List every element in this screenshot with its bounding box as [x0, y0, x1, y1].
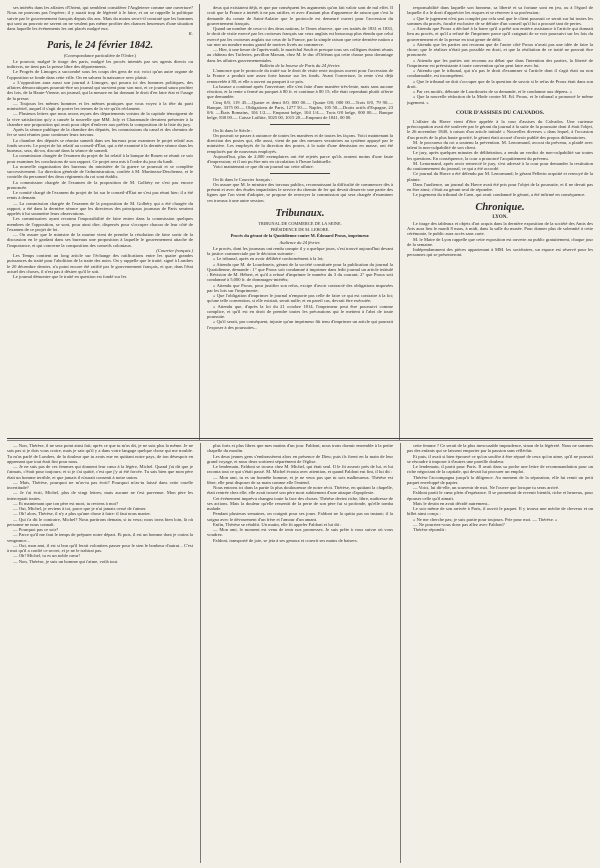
feuilleton-paragraph: Le soir même de son arrivée à Paris, il ouvrit le paquet. Il y trouva une mèche de cheveux et un billet ainsi conçu :: [407, 506, 593, 517]
feuilleton-paragraph: — Mon ami, le moment est venu de tenir nos promesses. Je suis prête à vous suivre où vous voudrez.: [207, 527, 393, 538]
feuilleton-column-1: [7, 443, 193, 863]
feuilleton-paragraph: — Mais, Thérèse, pourquoi ne m'as-tu pas écrit? Pourquoi m'as-tu laissé dans cette cruelle incertitude?: [7, 479, 193, 490]
feuilleton-separator: [7, 438, 593, 439]
article-paragraph: Après la séance publique de la chambre des députés, les commissions du canal et des chemins de fer se sont réunies pour continuer leurs travaux.: [7, 127, 193, 138]
feuilleton-paragraph: — Non, Thérèse, il ne sera point ainsi fait; après ce que tu m'as dit, je ne suis plus la même. Je ne sais pas si je dois vous croire, mais je sais qu'il y a dans votre langage quelque chose qui me trouble. Tu m'as parlé de Londres, de la douleur que tu avais eue en quittant notre pays, de ton désespoir en apprenant que tout était fini pour nous.: [7, 443, 193, 464]
audience-date: Audience du 24 février.: [279, 239, 321, 245]
feuilleton-paragraph: — Oh! Michel, tu es un noble cœur!: [13, 553, 80, 559]
lead-paragraph: ses intérêts dans les affaires d'Orient, qui semblent considérer l'Angleterre comme une ouverture? Nous ne pouvons pas l'espérer; il y aurait trop de légèreté à le faire, et on se rappelle la politique suivie par le gouvernement français depuis dix ans. Mais du moins sera-t-il constaté que les hommes qui sont au pouvoir ne savent on ne veulent pas même profiter des chances heureuses d'une situation dans laquelle les événements les ont placés malgré eux.: [7, 5, 193, 31]
article-paragraph: La commission chargée de l'examen de la proposition de M. Golbéry ne s'est pas encore prononcée.: [7, 179, 193, 190]
feuilleton-paragraph: Cet événement imprévu changea toute la face des choses. Thérèse devint riche, libre, maîtresse de ses actions. Mais la douleur qu'elle ressentit de la perte de son père fut si profonde, qu'elle tomba malade.: [207, 495, 393, 511]
case-title: Procès du gérant de la Quotidienne contre M. Édouard Proux, imprimeur.: [230, 233, 370, 239]
feuilleton-paragraph: Enfin, Thérèse se rétablit. Un matin, elle fit appeler Faldoni et lui dit :: [213, 521, 342, 527]
article-paragraph: Le procès, dont les journaux ont rendu compte il y a quelque jours, s'est trouvé aujourd'hui devant la justice commerciale par le décision suivante :: [207, 245, 393, 256]
feuilleton-paragraph: — Qui t'a dit le contraire, Michel? Nous partirons demain, si tu veux; nous irons bien loin, là où personne ne nous connaît.: [7, 516, 193, 527]
feuilleton-paragraph: Les deux jeunes gens s'embrassèrent alors en présence de Dieu; puis ils firent en la main de leur grand voyage, et nous deux sortirent séparément de l'église.: [207, 453, 393, 464]
section-divider: [270, 124, 330, 125]
feuilleton-paragraph: Faldoni, transporté de joie, se jeta à ses genoux et couvrit ses mains de baisers.: [213, 537, 358, 543]
article-paragraph: « Attendu que le tribunal, qui n'a pas le droit d'examiner si l'article dont il s'agit était ou non condamnable, est incompétent.: [407, 68, 593, 79]
article-paragraph: « Qu'il serait, par conséquent, injuste qu'un imprimeur fût tenu d'imprimer un article qui pourrait l'exposer à des poursuites...: [207, 319, 393, 330]
article-paragraph: L'annonce que le protocole du traité sur le droit de visite reste toujours ouvert pour l'accession de la France a produit une assez forte hausse sur les fonds. Avant l'ouverture, la rente s'est déjà renouvelée à 80, et elle a ouvert au parquet à ce prix.: [207, 68, 393, 84]
column-3: [407, 5, 593, 437]
article-paragraph: Le comité chargé de l'examen du projet de loi sur le conseil-d'État ne s'est pas réuni hier; il a été remis à demain.: [7, 190, 193, 201]
article-paragraph: On assure que M. le ministre des travaux publics, reconnaissant la difficulté de commencer dès à présent et avec des études imparfaites le service du chemin de fer qui devait desservir une partie des lignes que l'on vient d'adopter, se propose de renvoyer la commission qui sera chargée d'examiner ces travaux à une autre session.: [207, 181, 393, 203]
article-paragraph: « Attendu que M. de Lourdoueix, gérant de la société constituée pour la publication du journal la Quotidienne, demande : 1° que Proux soit condamné à imprimer dans ledit journal un article intitulé : Révision de M. Hébert, et qu'il a refusé d'imprimer le numéro du 3 du courant; 2° que Proux soit condamné à 5,000 fr. de dommages-intérêts;: [207, 261, 393, 283]
article-paragraph: L'affaire du Havre vient d'être appelée à la cour d'assises du Calvados. Une curieuse préoccupation avait été soulevée par le gérant du journal à la suite de la poursuite dont il était l'objet, le 26 novembre 1840, à raison d'un article intitulé « Nouvelles diverses » dans lequel, à l'occasion d'un procès de la plus haute gravité, le gérant était accusé d'avoir publié des propos diffamatoires.: [407, 118, 593, 140]
article-paragraph: Les commissaires ayant reconnu l'impossibilité de faire entrer dans la commission quelques membres de l'opposition, se sont, pour ainsi dire, dispersés pour s'occuper chacun de leur côté de l'examen de ce projet de loi.: [7, 216, 193, 232]
dateline-title: Paris, le 24 février 1842.: [46, 39, 154, 51]
feuilleton-paragraph: — Ne pourriez-vous donc pas allez avec Faldoni?: [413, 521, 505, 527]
article-paragraph: « Que la nouvelle rédaction de la Mode contre M. Ed. Proux, et le tribunal a prononcé le même jugement. »: [407, 94, 593, 105]
article-paragraph: « Que le jugement n'est pas complet par cela seul que le client poursuit ce serait sur lui toutes les sommes du procès, faculté exclusive de se défaire d'un conseil qu'il lui a procuré tant de pertes.: [407, 15, 593, 26]
article-paragraph: Le jugement du tribunal de Caen, qui avait condamné le gérant, a été infirmé en conséquence.: [413, 192, 586, 198]
feuilleton-paragraph: Le lendemain, Faldoni se trouva chez M. Michel, qui était seul. Il le fit asseoir près de lui, et lui raconta tout ce qui s'était passé. M. Michel écouta avec attention, et quand Faldoni eut fini, il lui dit :: [207, 464, 393, 475]
article-paragraph: « Le tribunal, après en avoir délibéré conformément à la loi;: [213, 256, 324, 262]
article-paragraph: « Attendu que Proux a déclaré à la barre qu'il a prêté son entière assistance à l'article qui donnait lieu au procès, et qu'il a refusé de l'imprimer parce qu'il craignait de se voir poursuivi sur les lois du gouvernement et de la presse en tout genre de délit.: [407, 26, 593, 42]
article-paragraph: M. le procureur du roi a soutenu la prévention. M. Lenormand, avocat du prévenu, a plaidé avec talent la non-culpabilité de son client.: [407, 139, 593, 150]
article-paragraph: — On assure que le ministre de la marine vient de prendre la résolution de faire sortir de la discussion en le gardant dans ses bureaux une proposition à laquelle le gouvernement attache de l'importance, et qui concerne la composition des conseils coloniaux.: [7, 232, 193, 248]
article-paragraph: « Que le tribunal ne doit s'occuper que de la question de savoir si le refus de Proux était dans son droit.: [407, 78, 593, 89]
dateline-subtitle: (Correspondance particulière de l'Ordre.): [63, 52, 137, 58]
lit-intro: On lit dans le Siècle :: [213, 127, 253, 133]
assises-title: COUR D'ASSISES DU CALVADOS.: [455, 109, 545, 116]
column-divider-right: [399, 4, 400, 440]
article-paragraph: La commission chargée de l'examen du projet de loi relatif à la banque de Rouen se réunit ce soir pour examiner les conclusions de son rapport. Ce projet sera mis à l'ordre du jour du lundi.: [7, 153, 193, 164]
article-paragraph: « Par ces motifs, déboute de Lourdoueix de sa demande, et le condamne aux dépens. »: [413, 89, 572, 94]
article-paragraph: La nouvelle organisation des bureaux du ministère de la guerre se poursuit et se complète successivement. La direction générale de l'administration, confiée à M. Martineau-Deschenez, et le contrôle du personnel des deux régiments du roi sont établis.: [7, 163, 193, 180]
article-paragraph: Voici maintenant ce que dit un journal sur cette affaire.: [213, 164, 314, 170]
source-attribution: (Courrier français.): [156, 247, 193, 253]
feuilleton-paragraph: — Oh! alors, Thérèse, il n'y a plus qu'une chose à faire: il faut nous marier.: [13, 511, 151, 517]
feuilleton-divider-right: [400, 443, 401, 863]
article-paragraph: — Toujours les mêmes hommes et les mêmes pratiques que vous voyez à la tête du parti ministériel, auquel il s'agit de porter les termes de la vie qu'ils réclament.: [7, 100, 193, 111]
feuilleton-paragraph: — Oui, Michel, je reviens à toi, parce que je n'ai jamais cessé de t'aimer.: [13, 506, 147, 511]
article-paragraph: La hausse a continué après l'ouverture; elle s'est faite d'une manière très-lente, mais sans aucune réaction, et la rente a fermé au parquet à 80 fr. et continue à 80 15; elle était cependant plutôt offerte que demandée.: [207, 83, 393, 100]
column-2: [207, 5, 393, 437]
feuilleton-divider-left: [200, 443, 201, 863]
feuilleton-paragraph: Thérèse l'accompagna jusqu'à la diligence. Au moment de la séparation, elle lui remit un petit paquet enveloppé de papier.: [407, 474, 593, 485]
article-paragraph: Le tirage des tableaux et objets d'art acquis dans la dernière exposition de la société des Amis des Arts aura lieu le mardi 8 mars, à midi, dans la salle du musée. Pour donner plus de solennité à cette cérémonie, le public aura accès sans carte.: [407, 220, 593, 237]
article-paragraph: La chambre des députés se réunira samedi dans ses bureaux pour examiner le projet relatif aux fonds secrets. Le projet de loi relatif au conseil-d'État, qui a été examiné à la dernière séance dans les bureaux, sera, dit-on, discuté dans la séance de samedi.: [7, 137, 193, 153]
article-paragraph: « Attendu que les parties ont reconnu que de l'autre côté Proux n'avait pas une idée de faire la chose; que le réaliser n'était pas possible en droit, et que la résiliation de ce traité ne pouvait être prononcée.: [407, 41, 593, 58]
bourse-quotes: Cinq 0/0, 119 45.—Quatre et demi 0/0, 000 00.— Quatre 0/0, 000 00.—Trois 0/0, 79 90.— Banque, 3375 00.— Obligations de Paris, 1277 50.— Naples, 105 50.—Droits actifs d'Espagne, 23 0/6. —États Romains, 104 1/2.— Emprunt belge, 104 1/4.— Trois 0/0 belge, 000 00.— Banque belge, 830 00.— Caisse Laffitte, 5025 00, 1015 20.—Emprunt de 1841, 00 00.: [207, 99, 393, 121]
feuilleton-paragraph: Et puis, il avait si bien éprouvé ce qu'on souffre à être séparé de ceux qu'on aime, qu'il ne pouvait se résoudre à imposer à d'autres une pareille douleur.: [407, 453, 593, 464]
feuilleton-paragraph: Mais le destin en avait décidé autrement...: [413, 500, 491, 506]
feuilleton-separator-thin: [7, 440, 593, 441]
column-1: [7, 5, 193, 437]
feuilleton-paragraph: Thérèse répondit :: [413, 527, 447, 532]
article-paragraph: Ce journal du Havre a été défendu par M. Lenormand; le gérant Pellerin acquitté et renvoyé de la plainte.: [407, 171, 593, 182]
article-paragraph: Quand un nombre de ceux-ci des deux nations, le Times observe, que ces traités de 1831 et 1833, le droit de visite exercé par les croiseurs français sur ceux anglais est beaucoup plus étendu que celui exercé par les croiseurs anglais sur ceux de la France, par la simple raison que cette dernière nation a sur mer un nombre moins grand de navires livrés au commerce.: [207, 26, 393, 47]
lit-intro: On lit dans le Courrier français :: [213, 176, 273, 182]
feuilleton-paragraph: — Je ne suis pas de ces femmes qui donnent leur cœur à la légère, Michel. Quand j'ai dit que je t'aimais, c'était pour toujours; et si je t'ai quitté, c'est que j'y ai été forcée. Tu sais bien que mon père était un homme terrible, et que jamais il n'aurait consenti à notre union.: [7, 464, 193, 480]
feuilleton-paragraph: Le lendemain, il partit pour Paris. Il avait dans sa poche une lettre de recommandation pour un riche négociant de la capitale, qui devait lui procurer un emploi.: [407, 464, 593, 475]
article-paragraph: « Attendu que les parties ont reconnu au débat que dans l'intention des parties, la liberté de l'imprimeur est préexistante à toute convention qu'on peut faire avec lui.: [407, 57, 593, 68]
article-paragraph: « L'opposition aura aussi son journal à Limoges, qui pourra ici des hommes politiques, des affaires démocratiques pourrait-être un journal qui survient pour son mot, et ce journal saura profiter des lois, de la Haute-Vienne, un journal, qui la mesure en lui donnant le droit d'en faire état et l'usage de la presse.: [7, 79, 193, 101]
chronique-title: Chronique.: [475, 201, 525, 213]
article-paragraph: M. le Maire de Lyon rappelle que cette exposition est ouverte au public gratuitement, chaque jour de la semaine.: [407, 236, 593, 247]
article-paragraph: Dans l'audience, un journal du Havre avait été pris pour l'objet de la poursuite, et il ne devait pas en être ainsi; c'était au gérant seul de répondre.: [407, 181, 593, 192]
article-paragraph: — Hier, à une heure de l'après-midi, le maréchal Soult et presque tous ses collègues étaient réunis au château des Tuileries, pavillon Marsan, chez M. le duc d'Orléans qui cette chasse pour davantage dans les affaires gouvernementales.: [207, 47, 393, 63]
feuilleton-paragraph: — Je t'ai écrit, Michel, plus de vingt lettres; mais aucune ne t'est parvenue. Mon père les interceptait toutes.: [7, 490, 193, 501]
article-paragraph: Le jury, après quelques minutes de délibération, a rendu un verdict de non-culpabilité sur toutes les questions. En conséquence, la cour a prononcé l'acquittement du prévenu.: [407, 150, 593, 161]
article-paragraph: — Plusieurs lettres que nous avons reçues des départements voisins de la capitale témoignent de la vive satisfaction qu'y a causée la nouvelle que MM. Joly et Charamaule devaient présenter à la chambre une proposition qui avait pour objet d'enlever aux préfets la composition de la liste du jury.: [7, 111, 193, 127]
feuilleton-paragraph: — Mon ami, tu es un honnête homme, et je ne veux pas que tu sois malheureux. Thérèse est libre; elle peut disposer de sa main comme elle l'entend.: [207, 474, 393, 485]
article-paragraph: Aujourd'hui, plus de 2,000 exemplaires ont été rejetés parce qu'ils avaient moins d'une faute d'impression; et il ont pu être mis en circulation à l'heure habituelle.: [207, 153, 393, 164]
feuilleton-paragraph: « Ne me cherche pas; je suis partie pour toujours. Prie pour moi. — Thérèse. »: [413, 516, 558, 522]
lyon-subtitle: LYON.: [492, 214, 508, 220]
feuilleton-paragraph: — Voici, lui dit-elle, un souvenir de moi. Ne l'ouvre que lorsque tu seras arrivé.: [413, 485, 560, 490]
article-paragraph: Indépendamment des pièces appartenant à MM. les sociétaires, un espace est réservé pour les personnes qui se présenteront.: [407, 247, 593, 258]
article-paragraph: responsabilité dans laquelle son honneur, sa liberté et sa fortune sont en jeu, ou à l'égard de laquelle il a le droit d'apprécier les risques et se réserver à sa profession;: [407, 5, 593, 16]
article-paragraph: Les Temps contient un long article sur l'échange des ratifications entre les quatre grandes puissances du traité pour l'abolition de la traite des noirs. On y rappelle que le traité, signé à Londres le 20 décembre dernier, n'a point encore été ratifié par le gouvernement français, et que, dans l'état actuel des choses, il n'est pas à désirer qu'il le soit.: [7, 253, 193, 274]
article-paragraph: « Attendu que Proux, pour justifier son refus, excipe d'avoir contracté des obligations imposées par les lois sur l'imprimerie;: [207, 282, 393, 293]
feuilleton-paragraph: Nous entrons ici dans la partie la plus douloureuse de notre récit. Thérèse, en quittant la chapelle, était rentrée chez elle; elle avait trouvé son père mort subitement d'une attaque d'apoplexie.: [207, 485, 393, 496]
feuilleton-paragraph: Pendant plusieurs semaines, on craignit pour ses jours. Faldoni ne la quitta pas un instant; il la soigna avec le dévouement d'un frère et l'amour d'un amant.: [207, 511, 393, 522]
feuilleton-paragraph: plus forts et plus libres que mes matins d'un jour. Faldoni, nous irons dormir ensemble à la petite chapelle du moulin.: [207, 443, 393, 454]
feuilleton-paragraph: — Et maintenant que ton père est mort, tu reviens à moi?: [13, 500, 119, 506]
tribunaux-title: Tribunaux.: [275, 207, 325, 219]
column-divider-left: [199, 4, 200, 440]
feuilleton-paragraph: — Parce qu'il me faut le temps de préparer notre départ. Et puis, il est un homme dont je crains la vengeance...: [7, 532, 193, 543]
lead-signature: K.: [188, 31, 193, 37]
article-paragraph: Le Progrès de Limoges a succombé sous les coups des gens de roi; voici qu'un autre organe de l'opposition se fonde dans cette ville. On en saluera la naissance avec plaisir.: [7, 69, 193, 80]
article-paragraph: On pouvait se passer à outrance de toutes les manières et de toutes les façons. Voici maintenant la direction des postes qui, elle aussi, vient de par des mesures vexatoires au système appuyé par le ministère. Les employés de la direction des postes, à la suite d'une démission en masse, ont été remplacés par de nouveaux employés.: [207, 132, 393, 154]
article-paragraph: Le journal démontre que le traité en question est fondé sur les: [13, 274, 127, 279]
feuilleton-section: [7, 443, 593, 863]
article-paragraph: « Que l'obligation d'imprimer le journal n'emporte pas celle de faire ce qui est contraire à la loi; qu'une telle convention, si elle existait, serait nulle; et en pareil cas, devrait être exécutée;: [207, 293, 393, 304]
article-paragraph: « Attendu que, d'après la loi du 21 octobre 1814, l'imprimeur peut être poursuivi comme complice, et qu'il est en droit de prendre toutes les précautions qui le mettent à l'abri de toute poursuite.: [207, 303, 393, 319]
feuilleton-column-3: [407, 443, 593, 863]
bourse-heading: Bulletin de la bourse de Paris du 24 février.: [259, 62, 341, 68]
feuilleton-paragraph: Faldoni partit le cœur plein d'espérance. Il se promettait de revenir bientôt, riche et heureux, pour épouser celle qu'il aimait.: [407, 490, 593, 501]
article-paragraph: deux qui existaient déjà, et que par conséquent les arguments qu'on fait valoir sont de nul effet. Il croit que la France a intérêt à ne pas ratifier, et avec d'autant plus d'apparence de raison que c'est la demande du comte de Saint-Aulaire que le protocole est demeuré ouvert pour l'accession du gouvernement français.: [207, 5, 393, 26]
article-paragraph: M. Lenormand, après avoir remercié le jury, s'est adressé à la cour pour demander la restitution du cautionnement du journal, ce qui a été accordé.: [407, 160, 593, 171]
article-paragraph: Le pouvoir, malgré le tirage des parts, malgré les procès intentés par ses agents directs ou indirects, ne tient pas la presse libre des départements.: [7, 58, 193, 69]
feuilleton-paragraph: — Non, Thérèse, je suis un homme qui t'aime, voilà tout.: [13, 558, 119, 564]
tribunal-name: TRIBUNAL DE COMMERCE DE LA SEINE.: [258, 220, 342, 226]
feuilleton-column-2: [207, 443, 393, 863]
feuilleton-paragraph: — Pourquoi pas ce soir?: [13, 527, 59, 532]
article-paragraph: — La commission chargée de l'examen de la proposition de M. Golbéry qui a été chargée du rapport, a été dans la dernière séance que les directeurs des principaux journaux de Paris seraient appelés à lui soumettre leurs observations.: [7, 200, 193, 216]
president-line: PRÉSIDENCE DE M. LEBORE.: [270, 227, 330, 232]
section-divider: [270, 173, 330, 174]
feuilleton-paragraph: — Oui, mon ami, il est si bon qu'il ferait volontiers passer pour le sien le bonheur d'autrui... C'est à moi qu'il a confié ce secret, et je ne le trahirai pas.: [7, 542, 193, 553]
feuilleton-paragraph: cette femme ? Ce serait de la plus inexcusable imprudence, sinon de la légèreté. Nous ne sommes pas des enfants qui se laissent emporter par la passion sans réfléchir.: [407, 443, 593, 454]
